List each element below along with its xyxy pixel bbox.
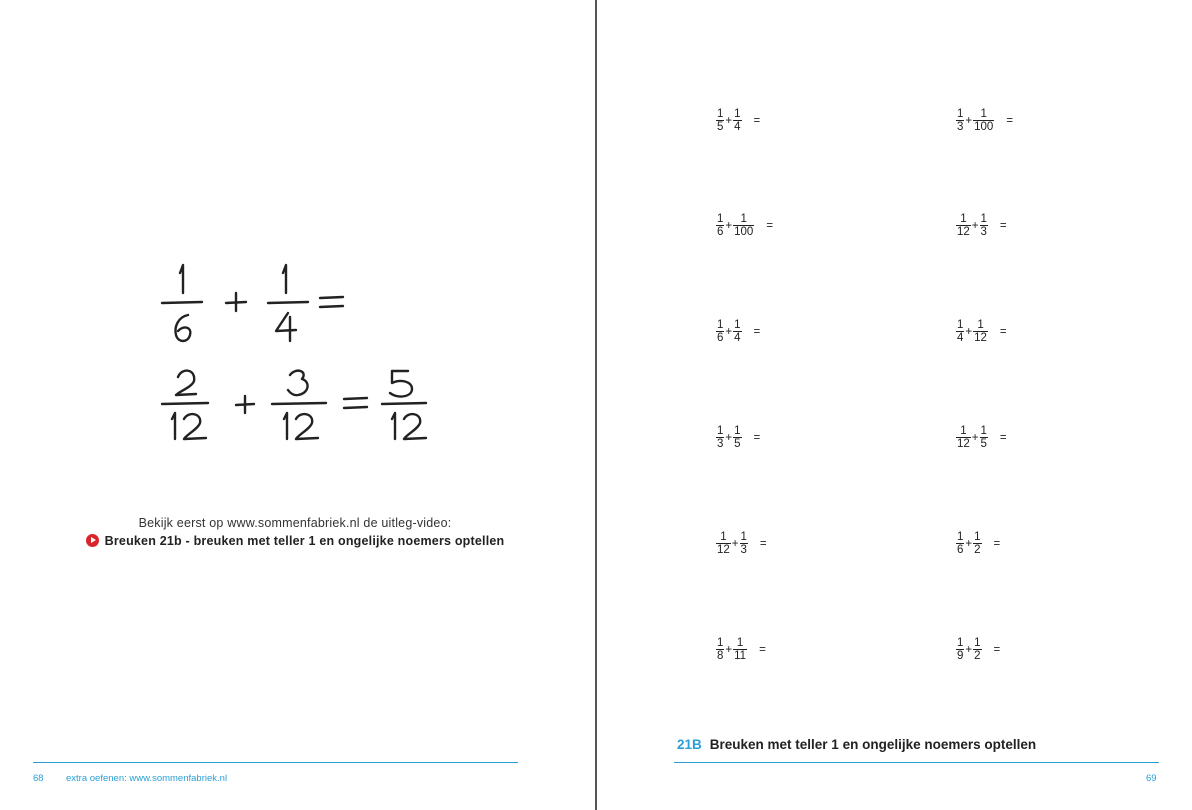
equals-sign: =	[753, 114, 761, 127]
fraction-numerator: 1	[977, 319, 984, 331]
exercise-item	[716, 213, 773, 238]
fraction-a	[956, 319, 964, 344]
fraction-denominator: 5	[980, 438, 987, 450]
play-circle-icon[interactable]	[86, 534, 99, 547]
fraction-b	[740, 531, 748, 556]
fraction-numerator: 1	[980, 213, 987, 225]
fraction-numerator: 1	[734, 108, 741, 120]
video-info	[70, 514, 520, 550]
exercise-item	[956, 637, 1000, 662]
fraction-b	[973, 637, 981, 662]
fraction-b	[980, 425, 988, 450]
fraction-denominator: 12	[974, 332, 987, 344]
chapter-title-text: Breuken met teller 1 en ongelijke noemers optellen	[709, 737, 1037, 752]
fraction-numerator: 1	[957, 108, 964, 120]
fraction-denominator: 2	[974, 544, 981, 556]
video-title-link[interactable]: Breuken 21b - breuken met teller 1 en ongelijke noemers optellen	[104, 534, 505, 548]
fraction-numerator: 1	[740, 531, 747, 543]
fraction-numerator: 1	[980, 425, 987, 437]
plus-sign: +	[965, 643, 973, 656]
plus-sign: +	[965, 325, 973, 338]
plus-sign: +	[725, 643, 733, 656]
fraction-numerator: 1	[957, 319, 964, 331]
fraction-denominator: 100	[734, 226, 754, 238]
fraction-a	[716, 108, 724, 133]
fraction-numerator: 1	[717, 637, 724, 649]
plus-sign: +	[971, 431, 979, 444]
fraction-denominator: 5	[717, 121, 724, 133]
fraction-b	[973, 319, 988, 344]
equals-sign: =	[999, 325, 1007, 338]
fraction-a	[716, 213, 724, 238]
fraction-a	[716, 319, 724, 344]
fraction-a	[956, 637, 964, 662]
exercise-item	[716, 531, 767, 556]
equals-sign: =	[759, 643, 766, 656]
chapter-code: 21B	[677, 737, 702, 752]
fraction-b	[733, 213, 754, 238]
fraction-a	[956, 108, 964, 133]
exercise-item	[956, 213, 1007, 238]
equals-sign: =	[759, 537, 767, 550]
fraction-denominator: 3	[717, 438, 724, 450]
fraction-a	[956, 213, 971, 238]
handwritten-example	[150, 255, 470, 455]
fraction-numerator: 1	[957, 637, 964, 649]
fraction-denominator: 5	[734, 438, 741, 450]
fraction-denominator: 12	[717, 544, 730, 556]
fraction-b	[733, 319, 741, 344]
exercise-item	[956, 108, 1013, 133]
fraction-denominator: 9	[957, 650, 964, 662]
right-page	[598, 0, 1192, 810]
page-number: 68	[33, 773, 44, 784]
fraction-denominator: 2	[974, 650, 981, 662]
fraction-b	[733, 637, 747, 662]
fraction-denominator: 8	[717, 650, 724, 662]
fraction-numerator: 1	[960, 213, 967, 225]
fraction-denominator: 3	[740, 544, 747, 556]
plus-sign: +	[725, 219, 733, 232]
fraction-numerator: 1	[974, 531, 981, 543]
fraction-numerator: 1	[957, 531, 964, 543]
exercise-item	[716, 108, 760, 133]
fraction-numerator: 1	[717, 108, 724, 120]
fraction-a	[716, 637, 724, 662]
equals-sign: =	[766, 219, 774, 232]
exercise-item	[956, 531, 1000, 556]
fraction-numerator: 1	[960, 425, 967, 437]
fraction-denominator: 100	[974, 121, 994, 133]
exercise-item	[956, 319, 1007, 344]
fraction-denominator: 4	[957, 332, 964, 344]
exercise-item	[716, 425, 760, 450]
footer-divider	[674, 762, 1159, 763]
equals-sign: =	[999, 219, 1007, 232]
fraction-denominator: 4	[734, 332, 741, 344]
exercise-item	[716, 319, 760, 344]
plus-sign: +	[965, 537, 973, 550]
plus-sign: +	[725, 325, 733, 338]
fraction-numerator: 1	[740, 213, 747, 225]
exercise-item	[956, 425, 1007, 450]
fraction-numerator: 1	[717, 425, 724, 437]
equals-sign: =	[993, 537, 1001, 550]
fraction-denominator: 11	[734, 650, 747, 662]
equals-sign: =	[753, 431, 761, 444]
fraction-denominator: 6	[717, 226, 724, 238]
chapter-title	[677, 737, 1036, 752]
fraction-numerator: 1	[717, 213, 724, 225]
fraction-denominator: 12	[957, 438, 970, 450]
fraction-a	[716, 425, 724, 450]
equals-sign: =	[1006, 114, 1014, 127]
fraction-numerator: 1	[717, 319, 724, 331]
fraction-denominator: 6	[957, 544, 964, 556]
fraction-b	[733, 425, 741, 450]
plus-sign: +	[965, 114, 973, 127]
page-number: 69	[1146, 773, 1157, 784]
fraction-denominator: 12	[957, 226, 970, 238]
fraction-b	[733, 108, 741, 133]
fraction-b	[980, 213, 988, 238]
handwritten-example-drawing	[150, 255, 470, 455]
fraction-numerator: 1	[734, 425, 741, 437]
fraction-denominator: 3	[980, 226, 987, 238]
fraction-denominator: 6	[717, 332, 724, 344]
footer-divider	[33, 762, 518, 763]
fraction-b	[973, 531, 981, 556]
fraction-numerator: 1	[736, 637, 744, 649]
exercise-item	[716, 637, 766, 662]
plus-sign: +	[731, 537, 739, 550]
fraction-numerator: 1	[734, 319, 741, 331]
fraction-a	[956, 531, 964, 556]
fraction-a	[956, 425, 971, 450]
fraction-b	[973, 108, 994, 133]
fraction-numerator: 1	[974, 637, 981, 649]
plus-sign: +	[725, 431, 733, 444]
plus-sign: +	[725, 114, 733, 127]
fraction-a	[716, 531, 731, 556]
plus-sign: +	[971, 219, 979, 232]
video-intro: Bekijk eerst op www.sommenfabriek.nl de uitleg-video:	[138, 516, 452, 530]
fraction-denominator: 4	[734, 121, 741, 133]
fraction-numerator: 1	[980, 108, 987, 120]
fraction-denominator: 3	[957, 121, 964, 133]
fraction-numerator: 1	[720, 531, 727, 543]
equals-sign: =	[999, 431, 1007, 444]
equals-sign: =	[753, 325, 761, 338]
footer-website-text: extra oefenen: www.sommenfabriek.nl	[66, 773, 228, 784]
equals-sign: =	[993, 643, 1001, 656]
